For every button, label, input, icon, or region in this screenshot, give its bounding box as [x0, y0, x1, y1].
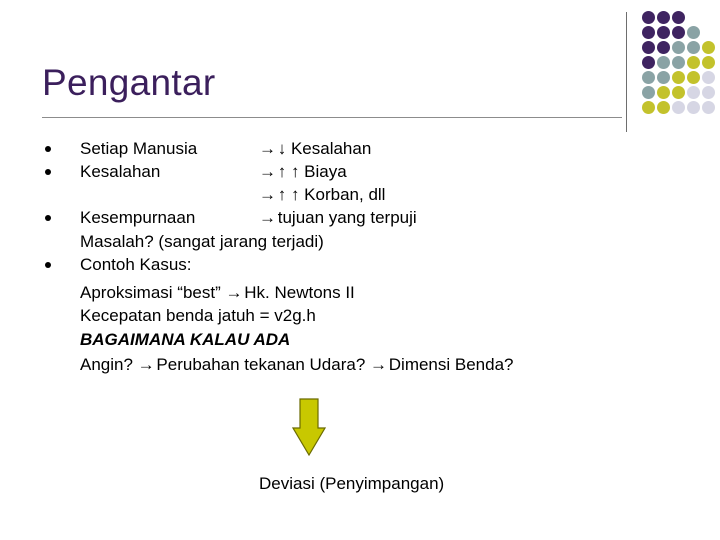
dot: [672, 26, 685, 39]
bullet-3-left: Kesempurnaan: [80, 208, 196, 227]
dot: [642, 11, 655, 24]
bullet-4-line-1: [80, 282, 355, 304]
bullet-1-right: [259, 138, 371, 160]
arrow-right-icon: →: [259, 208, 276, 227]
bullet-4-line-4: [80, 354, 514, 376]
bullet-4-line-3: BAGAIMANA KALAU ADA: [80, 330, 291, 349]
bullet-4-line-2: Kecepatan benda jatuh = v2g.h: [80, 306, 316, 325]
bullet-4-line-4-c: Dimensi Benda?: [388, 355, 514, 374]
bullet-1-left: Setiap Manusia: [80, 139, 198, 158]
dot: [672, 71, 685, 84]
dot: [672, 101, 685, 114]
dot: [702, 71, 715, 84]
arrow-right-icon: →: [259, 139, 276, 158]
dot: [657, 41, 670, 54]
deviation-caption: Deviasi (Penyimpangan): [259, 474, 445, 493]
dot: [672, 86, 685, 99]
bullet-2-right: [259, 161, 347, 183]
bullet-4-line-1-b: Hk. Newtons II: [244, 283, 355, 302]
dot: [687, 56, 700, 69]
dot: [702, 41, 715, 54]
dot: [657, 56, 670, 69]
dot: [657, 101, 670, 114]
dot: [642, 86, 655, 99]
dot: [672, 41, 685, 54]
dot: [702, 56, 715, 69]
dot: [702, 86, 715, 99]
bullet-4-line-4-b: Perubahan tekanan Udara?: [156, 355, 366, 374]
dot: [702, 101, 715, 114]
dot: [687, 86, 700, 99]
dot: [672, 56, 685, 69]
dot: [642, 101, 655, 114]
dot: [687, 26, 700, 39]
dot: [657, 11, 670, 24]
bullet-4-title: Contoh Kasus:: [80, 255, 192, 274]
dot: [657, 26, 670, 39]
dot: [687, 41, 700, 54]
dot: [687, 101, 700, 114]
bullet-3-right: [259, 207, 417, 229]
bullet-2-continuation: [259, 184, 385, 206]
title-underline: [42, 117, 622, 118]
dot: [642, 56, 655, 69]
bullet-3-right-text: tujuan yang terpuji: [277, 208, 417, 227]
bullet-4-line-1-a: Aproksimasi “best”: [80, 283, 221, 302]
dot: [642, 41, 655, 54]
bullet-marker: [45, 262, 51, 268]
arrow-right-icon: →: [370, 355, 388, 374]
dot: [687, 71, 700, 84]
arrow-right-icon: →: [225, 283, 243, 302]
arrow-right-icon: →: [259, 162, 276, 181]
arrow-right-icon: →: [259, 185, 276, 204]
bullet-2-left: Kesalahan: [80, 162, 161, 181]
dot: [657, 86, 670, 99]
slide-title: Pengantar: [42, 62, 216, 103]
dot: [657, 71, 670, 84]
dot: [642, 26, 655, 39]
arrow-right-icon: →: [137, 355, 155, 374]
big-down-arrow-icon: [292, 398, 326, 456]
bullet-1-right-text: ↓ Kesalahan: [277, 139, 372, 158]
bullet-marker: [45, 169, 51, 175]
bullet-marker: [45, 146, 51, 152]
bullet-3-continuation: Masalah? (sangat jarang terjadi): [80, 232, 324, 251]
bullet-2-right-text: ↑ ↑ Biaya: [277, 162, 347, 181]
dot: [672, 11, 685, 24]
bullet-2-cont-text: ↑ ↑ Korban, dll: [277, 185, 386, 204]
bullet-4-line-4-a: Angin?: [80, 355, 133, 374]
bullet-marker: [45, 215, 51, 221]
vertical-divider: [626, 12, 627, 132]
dot: [642, 71, 655, 84]
